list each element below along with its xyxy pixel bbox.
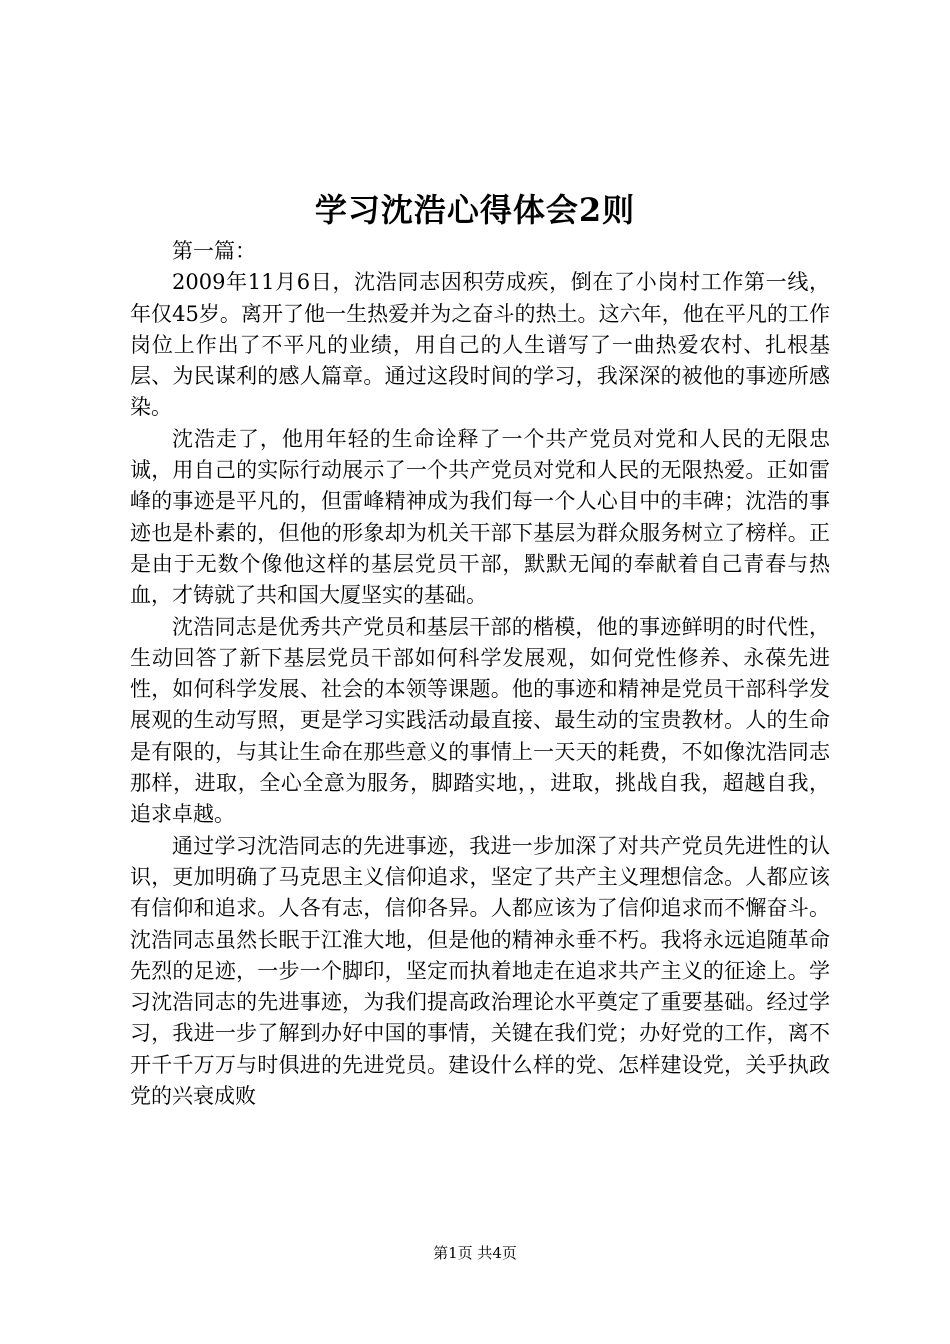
paragraph: 沈浩同志是优秀共产党员和基层干部的楷模，他的事迹鲜明的时代性，生动回答了新下基层党员干部如何科学发展观，如何党性修养、永葆先进性，如何科学发展、社会的本领等课题。他的事迹和精神是党员干部科学发展观的生动写照，更是学习实践活动最直接、最生动的宝贵教材。人的生命是有限的，与其让生命在那些意义的事情上一天天的耗费，不如像沈浩同志那样，进取，全心全意为服务，脚踏实地，，进取，挑战自我，超越自我，追求卓越。 <box>130 614 830 827</box>
document-title: 学习沈浩心得体会2则 <box>314 191 636 229</box>
paragraph: 2009年11月6日，沈浩同志因积劳成疾，倒在了小岗村工作第一线，年仅45岁。离开了他一生热爱并为之奋斗的热土。这六年，他在平凡的工作岗位上作出了不平凡的业绩，用自己的人生谱写了一曲热爱农村、扎根基层、为民谋利的感人篇章。通过这段时间的学习，我深深的被他的事迹所感染。 <box>130 270 830 420</box>
section-label: 第一篇： <box>172 239 256 263</box>
document-body <box>130 236 830 1112</box>
paragraph: 通过学习沈浩同志的先进事迹，我进一步加深了对共产党员先进性的认识，更加明确了马克思主义信仰追求，坚定了共产主义理想信念。人都应该有信仰和追求。人各有志，信仰各异。人都应该为了信仰追求而不懈奋斗。沈浩同志虽然长眠于江淮大地，但是他的精神永垂不朽。我将永远追随革命先烈的足迹，一步一个脚印，坚定而执着地走在追求共产主义的征途上。学习沈浩同志的先进事迹，为我们提高政治理论水平奠定了重要基础。经过学习，我进一步了解到办好中国的事情，关键在我们党；办好党的工作，离不开千千万万与时俱进的先进党员。建设什么样的党、怎样建设党，关乎执政党的兴衰成败 <box>130 833 830 1109</box>
paragraph: 沈浩走了，他用年轻的生命诠释了一个共产党员对党和人民的无限忠诚，用自己的实际行动展示了一个共产党员对党和人民的无限热爱。正如雷峰的事迹是平凡的，但雷峰精神成为我们每一个人心目中的丰碑；沈浩的事迹也是朴素的，但他的形象却为机关干部下基层为群众服务树立了榜样。正是由于无数个像他这样的基层党员干部，默默无闻的奉献着自己青春与热血，才铸就了共和国大厦坚实的基础。 <box>130 426 830 608</box>
page-footer: 第1页 共4页 <box>433 1244 517 1262</box>
